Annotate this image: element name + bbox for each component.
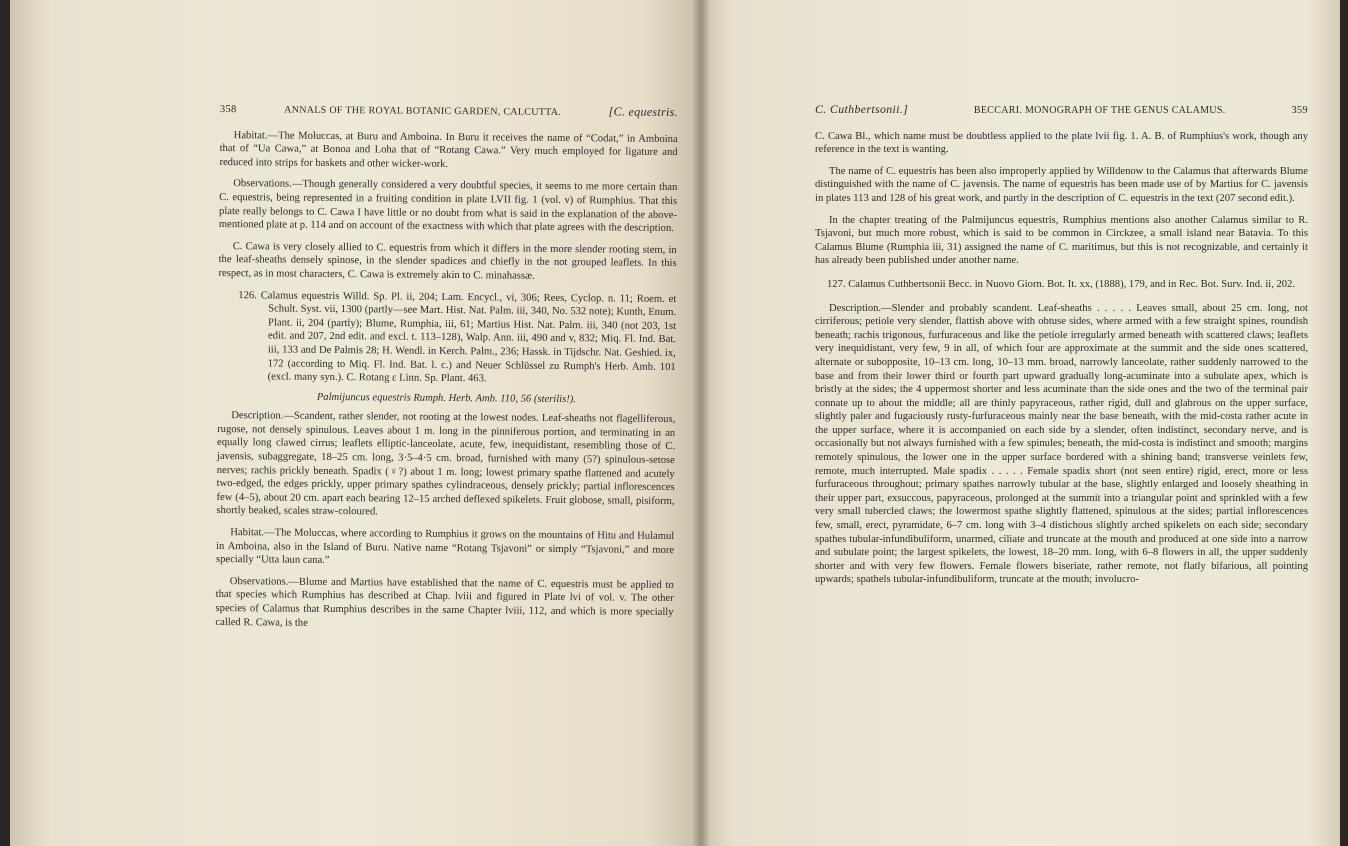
left-page [10,0,700,846]
left-species-tag: [C. equestris. [608,104,678,119]
comparison-paragraph: C. Cawa is very closely allied to C. equestris from which it differs in the more slender rooting stem, in the leaf-sheaths densely spinose, in the slender spadices and chiefly in the not grouped leaflets. In this respect, as in most characters, C. Cawa is extremely akin to C. minahassæ. [218,240,677,282]
right-text-column [815,103,1308,595]
description-paragraph: Description.—Scandent, rather slender, not rooting at the lowest nodes. Leaf-sheaths not flagelliferous, rugose, not densely spinulous. Leaves about 1 m. long in the pinniferous portion, and terminating in an equally long clawed cirrus; leaflets elliptic-lanceolate, acute, few, inequidistant, resembling those of C. javensis, subaggregate, 18–25 cm. long, 3·5–4·5 cm. broad, furnished with many (5?) spinulous-setose nerves; rachis prickly beneath. Spadix (♀?) about 1 m. long; lowest primary spathe flattened and acutely two-edged, the edges prickly, upper primary spathes cylindraceous, densely prickly; partial inflorescences few (4–5), about 20 cm. apart each bearing 12–15 arched deflexed spikelets. Fruit globose, small, pisiform, shortly beaked, scales straw-coloured. [216,410,676,518]
observations-paragraph: Observations.—Though generally considered a very doubtful species, it seems to me more certain than C. equestris, being represented in a fruiting condition in plate LVII fig. 1 (vol. v) of Rumphius. That this plate really belongs to C. Cawa I have little or no doubt from what is said in the explanation of the above-mentioned plate at p. 114 and on account of the exactness with which that plate agrees with the description. [218,178,678,235]
left-page-number: 358 [219,103,237,116]
right-page-header [815,103,1308,118]
right-page [700,0,1340,846]
cawa-paragraph: C. Cawa Bl., which name must be doubtless applied to the plate lvii fig. 1. A. B. of Rumphius's work, though any reference in the text is wanting. [815,130,1308,156]
species-entry-126: 126. Calamus equestris Willd. Sp. Pl. ii, 204; Lam. Encycl., vi, 306; Rees, Cyclop. n. 11; Roem. et Schult. Syst. vii, 1300 (partly—see Mart. Hist. Nat. Palm. iii, 340, No. 532 note); Kunth, Enum. Plant. ii, 204 (partly); Blume, Rumphia, iii, 61; Martius Hist. Nat. Palm. iii, 340 (not 203, 1st edit. and 207, 2nd edit. and excl. t. 113–128), Walp. Ann. iii, 490 and v, 832; Miq. Fl. Ind. Bat. iii, 133 and De Palmis 28; H. Wendl. in Kerch. Palm., 236; Hassk. in Tijdschr. Nat. Geshied. ix, 172 (according to Miq. Fl. Ind. Bat. l. c.) and Neuer Schlüssel zu Rumph's Herb. Amb. 101 (excl. many syn.). C. Rotang ε Linn. Sp. Plant. 463. [238,289,677,385]
left-text-column [215,102,678,641]
right-page-number: 359 [1291,105,1308,116]
description-paragraph-right: Description.—Slender and probably scandent. Leaf-sheaths . . . . . Leaves small, about 25 cm. long, not cirriferous; petiole very slender, flattish above with obtuse sides, where armed with a few straight spines, roundish beneath; rachis trigonous, furfuraceous and like the petiole irregularly armed beneath with scattered claws; leaflets very inequidistant, very few, 9 in all, of which four are approximate at the summit and the side ones scattered, alternate or subopposite, 10–13 cm. long, 10–13 mm. broad, narrowly lanceolate, rather suddenly narrowed to the base and from their lower third or fourth part upward gradually long-acuminate into a subulate apex, which is bristly at the sides; the 4 uppermost shorter and less acuminate than the side ones and the two of the terminal pair connate up to about the middle; all are thinly papyraceous, rather rigid, dull and glabrous on the upper surface, slightly paler and fugaciously rusty-furfuraceous mainly near the base beneath, with the mid-costa rather acute in the upper surface, where it is accompanied on each side by a slender, often indistinct, secondary nerve, and is occasionally but not always furnished with a few spinules; beneath, the mid-costa is indistinct and smooth; margins remotely spinulous, the lower one in the upper surface bordered with a shining band; transverse veinlets few, remote, much interrupted. Male spadix . . . . . Female spadix short (not seen entire) rigid, erect, more or less furfuraceous throughout; primary spathes narrowly tubular at the base, slightly enlarged and loosely sheathing in their upper part, exsuccous, papyraceous, prolonged at the summit into a triangular point and sprinkled with a few very small tubercled claws; the lowermost spathe slightly flattened, spinulous at the sides; partial inflorescences few, small, erect, pyramidate, 6–7 cm. long with 3–4 distichous slightly arched spikelets on each side; secondary spathes tubular-infundibuliform, unarmed, ciliate and truncate at the mouth and produced at one side into a narrow and subulate point; the largest spikelets, the lowest, 18–20 mm. long, with 6–8 flowers in all, the upper suddenly shorter and with very few flowers. Female flowers biseriate, rather remote, not flatly bifarious, all pointing upwards; spathels tubular-infundibuliform, truncate at the mouth; involucro- [815,302,1308,586]
right-species-tag: C. Cuthbertsonii.] [815,102,909,116]
species-entry-127: 127. Calamus Cuthbertsonii Becc. in Nuovo Giorn. Bot. It. xx, (1888), 179, and in Rec. Bot. Surv. Ind. ii, 202. [827,278,1296,290]
equestris-name-paragraph: The name of C. equestris has been also improperly applied by Willdenow to the Calamus that afterwards Blume distinguished with the name of C. javensis. The name of equestris has been made use of by Martius for C. javensis in plates 113 and 128 of his great work, and partly in the description of C. equestris in the text (207 second edit.). [815,165,1308,204]
habitat-paragraph: Habitat.—The Moluccas, at Buru and Amboina. In Buru it receives the name of “Codat,” in Amboina that of “Ua Cawa,” at Bonoa and Loha that of “Rotang Cawa.” Very much employed for ligature and reduced into strips for baskets and other wicker-work. [219,129,678,170]
right-running-title: BECCARI. MONOGRAPH OF THE GENUS CALAMUS. [973,105,1226,116]
palmijuncus-paragraph: In the chapter treating of the Palmijuncus equestris, Rumphius mentions also another Calamus similar to R. Tsjavoni, but much more robust, which is said to be common in Circkzee, a small island near Batavia. To this Calamus Blume (Rumphia iii, 31) assigned the name of C. maritimus, but this is not recognizable, and certainly it has already been published under another name. [815,214,1308,267]
habitat-paragraph-2: Habitat.—The Moluccas, where according to Rumphius it grows on the mountains of Hitu and Hulamul in Amboina, also in the Island of Buru. Native name “Rotang Tsjavoni” or simply “Tsjavoni,” and more specially “Utta laun cana.” [215,527,675,567]
synonym-line: Palmijuncus equestris Rumph. Herb. Amb. 110, 56 (sterilis!). [316,391,577,405]
observations-paragraph-2: Observations.—Blume and Martius have established that the name of C. equestris must be applied to that species which Rumphius has described at Chap. lviii and figured in Plate lvi of vol. v. The other species of Calamus that Rumphius describes in the same Chapter lviii, 112, and which is more specially called R. Cawa, is the [215,575,674,629]
left-running-title: ANNALS OF THE ROYAL BOTANIC GARDEN, CALCUTTA. [284,104,562,118]
left-page-header [220,102,678,121]
